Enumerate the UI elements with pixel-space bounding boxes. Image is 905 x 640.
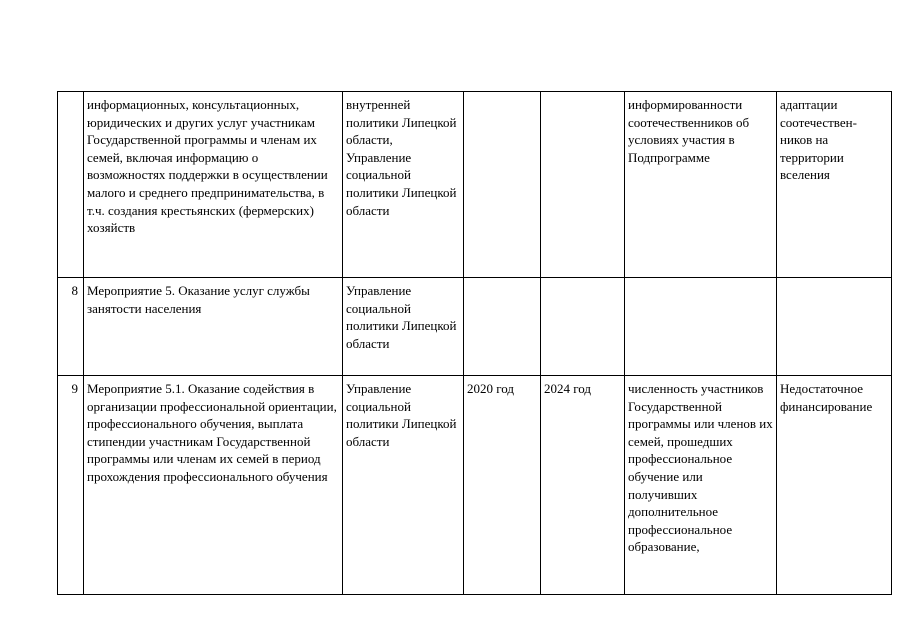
activity-cell bbox=[84, 278, 343, 376]
activity-cell bbox=[84, 92, 343, 278]
row-number: 9 bbox=[71, 381, 78, 396]
activity-text: Мероприятие 5.1. Оказание содействия в организации профессиональной ориентации, профессионального обучения, выплата стипендии участникам Государственной программы или членам их семей в период прохождения профессионального обучения bbox=[87, 381, 337, 484]
activity-cell bbox=[84, 376, 343, 595]
start-cell bbox=[464, 376, 541, 595]
result-text: численность участников Государственной программы или членов их семей, прошедших профессиональное обучение или получивших дополнительное профессиональное образование, bbox=[628, 381, 773, 555]
start-cell bbox=[464, 92, 541, 278]
end-cell bbox=[541, 278, 625, 376]
risk-text: адаптации соотечествен-ников на территории вселения bbox=[780, 97, 857, 183]
result-cell bbox=[625, 376, 777, 595]
activity-text: информационных, консультационных, юридических и других услуг участникам Государственной программы и членам их семей, включая информацию о возможностях поддержки в осуществлении малого и среднего предпринимательства, в т.ч. создания крестьянских (фермерских) хозяйств bbox=[87, 97, 328, 236]
executor-text: Управление социальной политики Липецкой области bbox=[346, 381, 457, 449]
executor-cell bbox=[343, 278, 464, 376]
end-cell bbox=[541, 376, 625, 595]
risk-cell bbox=[777, 278, 892, 376]
table-row bbox=[58, 278, 892, 376]
table-row bbox=[58, 376, 892, 595]
table-row bbox=[58, 92, 892, 278]
start-text: 2020 год bbox=[467, 381, 514, 396]
row-number-cell bbox=[58, 278, 84, 376]
row-number: 8 bbox=[71, 283, 78, 298]
risk-cell bbox=[777, 376, 892, 595]
risk-cell bbox=[777, 92, 892, 278]
executor-text: внутренней политики Липецкой области, Управление социальной политики Липецкой области bbox=[346, 97, 457, 218]
executor-cell bbox=[343, 92, 464, 278]
end-text: 2024 год bbox=[544, 381, 591, 396]
start-cell bbox=[464, 278, 541, 376]
result-cell bbox=[625, 92, 777, 278]
risk-text: Недостаточное финансирование bbox=[780, 381, 873, 414]
row-number-cell bbox=[58, 92, 84, 278]
end-cell bbox=[541, 92, 625, 278]
executor-text: Управление социальной политики Липецкой области bbox=[346, 283, 457, 351]
result-text: информированности соотечественников об условиях участия в Подпрограмме bbox=[628, 97, 750, 165]
result-cell bbox=[625, 278, 777, 376]
activity-text: Мероприятие 5. Оказание услуг службы занятости населения bbox=[87, 283, 310, 316]
row-number-cell bbox=[58, 376, 84, 595]
executor-cell bbox=[343, 376, 464, 595]
program-activities-table bbox=[57, 91, 892, 595]
